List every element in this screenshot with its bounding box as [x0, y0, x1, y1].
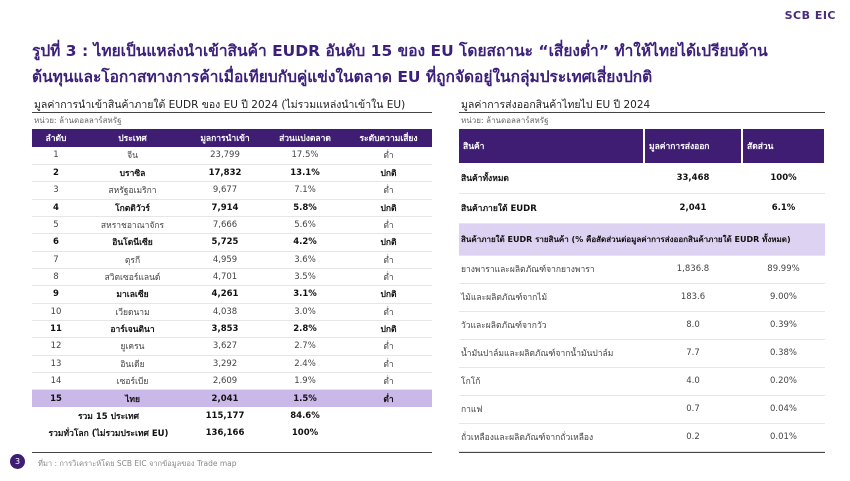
product-value: 7.7 [644, 339, 742, 367]
cell-risk: ต่ำ [345, 268, 432, 285]
import-table-panel [32, 96, 432, 441]
cell-risk: ต่ำ [345, 303, 432, 320]
cell-value: 4,038 [185, 303, 265, 320]
cell-share: 3.5% [265, 268, 345, 285]
product-share: 89.99% [742, 255, 825, 283]
header-rank: ลำดับ [32, 129, 80, 147]
cell-rank: 13 [32, 355, 80, 372]
product-row [459, 283, 825, 311]
product-row [459, 339, 825, 367]
source-note: ที่มา : การวิเคราะห์โดย SCB EIC จากข้อมูลของ Trade map [38, 459, 237, 468]
cell-rank: 15 [32, 390, 80, 407]
cell-risk: ปกติ [345, 286, 432, 303]
cell-share: 2.8% [265, 320, 345, 337]
eudr-breakdown-band [459, 223, 825, 255]
cell-country: ตุรกี [80, 251, 185, 268]
cell-value: 4,701 [185, 268, 265, 285]
cell-value: 7,666 [185, 216, 265, 233]
export-table-unit: หน่วย: ล้านดอลลาร์สหรัฐ [461, 116, 549, 125]
cell-share: 1.5% [265, 390, 345, 407]
cell-country: ยูเครน [80, 338, 185, 355]
cell-rank: 4 [32, 199, 80, 216]
cell-value: 3,853 [185, 320, 265, 337]
cell-value: 4,261 [185, 286, 265, 303]
cell-country: โกตดิวัวร์ [80, 199, 185, 216]
eudr-breakdown-label: สินค้าภายใต้ EUDR รายสินค้า (% คือสัดส่วนต่อมูลค่าการส่งออกสินค้าภายใต้ EUDR ทั้งหมด) [459, 223, 825, 255]
cell-country: มาเลเซีย [80, 286, 185, 303]
table-row [32, 372, 432, 389]
table-row [32, 147, 432, 164]
table-row-thailand [32, 390, 432, 407]
table-row [32, 182, 432, 199]
cell-share: 4.2% [265, 234, 345, 251]
total-15-label: รวม 15 ประเทศ [77, 411, 140, 422]
cell-value: 17,832 [185, 164, 265, 181]
header-import-value: มูลการนำเข้า [185, 129, 265, 147]
world-total-label: รวมทั่วโลก (ไม่รวมประเทศ EU) [48, 428, 169, 439]
cell-rank: 6 [32, 234, 80, 251]
product-value: 0.2 [644, 423, 742, 451]
cell-rank: 2 [32, 164, 80, 181]
import-table-header-row [32, 129, 432, 147]
cell-share: 1.9% [265, 372, 345, 389]
import-table-subtitle: มูลค่าการนำเข้าสินค้าภายใต้ EUDR ของ EU ปี 2024 (ไม่รวมแหล่งนำเข้าใน EU) [32, 96, 432, 113]
cell-value: 4,959 [185, 251, 265, 268]
import-table-unit: หน่วย: ล้านดอลลาร์สหรัฐ [34, 116, 122, 125]
cell-country: จีน [80, 147, 185, 164]
table-row [32, 234, 432, 251]
cell-risk: ต่ำ [345, 390, 432, 407]
cell-rank: 12 [32, 338, 80, 355]
export-table-panel [459, 96, 825, 452]
product-name: น้ำมันปาล์มและผลิตภัณฑ์จากน้ำมันปาล์ม [459, 339, 644, 367]
product-row [459, 423, 825, 451]
total-15-row [32, 407, 432, 424]
product-name: โกโก้ [459, 367, 644, 395]
table-row [32, 320, 432, 337]
product-share: 0.38% [742, 339, 825, 367]
header-export-value: มูลค่าการส่งออก [644, 129, 742, 163]
cell-rank: 14 [32, 372, 80, 389]
product-name: ไม้และผลิตภัณฑ์จากไม้ [459, 283, 644, 311]
cell-rank: 5 [32, 216, 80, 233]
table-row [32, 216, 432, 233]
product-share: 0.39% [742, 311, 825, 339]
cell-share: 5.6% [265, 216, 345, 233]
cell-value: 23,799 [185, 147, 265, 164]
cell-rank: 10 [32, 303, 80, 320]
cell-risk: ต่ำ [345, 338, 432, 355]
world-total-share: 100% [291, 427, 319, 438]
product-value: 183.6 [644, 283, 742, 311]
cell-country: สวิตเซอร์แลนด์ [80, 268, 185, 285]
import-table [32, 129, 432, 441]
cell-risk: ต่ำ [345, 251, 432, 268]
all-products-label: สินค้าทั้งหมด [459, 163, 644, 193]
table-row [32, 355, 432, 372]
cell-value: 2,041 [185, 390, 265, 407]
header-country: ประเทศ [80, 129, 185, 147]
product-share: 0.20% [742, 367, 825, 395]
product-value: 4.0 [644, 367, 742, 395]
eudr-products-row [459, 193, 825, 223]
product-share: 9.00% [742, 283, 825, 311]
left-table-bottom-rule [32, 452, 432, 453]
cell-rank: 3 [32, 182, 80, 199]
table-row [32, 268, 432, 285]
brand-logo: SCB EIC [784, 9, 836, 22]
export-table-subtitle: มูลค่าการส่งออกสินค้าไทยไป EU ปี 2024 [459, 96, 825, 113]
cell-rank: 1 [32, 147, 80, 164]
product-row [459, 255, 825, 283]
product-share: 0.04% [742, 395, 825, 423]
header-proportion: สัดส่วน [742, 129, 825, 163]
all-products-share: 100% [742, 163, 825, 193]
table-row [32, 251, 432, 268]
table-row [32, 338, 432, 355]
page-title [32, 38, 822, 90]
product-share: 0.01% [742, 423, 825, 451]
header-market-share: ส่วนแบ่งตลาด [265, 129, 345, 147]
cell-risk: ปกติ [345, 199, 432, 216]
cell-value: 3,292 [185, 355, 265, 372]
cell-country: สหรัฐอเมริกา [80, 182, 185, 199]
product-name: ยางพาราและผลิตภัณฑ์จากยางพารา [459, 255, 644, 283]
world-total-row [32, 424, 432, 441]
cell-risk: ต่ำ [345, 182, 432, 199]
cell-share: 17.5% [265, 147, 345, 164]
cell-share: 2.7% [265, 338, 345, 355]
product-value: 1,836.8 [644, 255, 742, 283]
cell-country: เซอร์เบีย [80, 372, 185, 389]
product-value: 0.7 [644, 395, 742, 423]
all-products-value: 33,468 [644, 163, 742, 193]
cell-value: 5,725 [185, 234, 265, 251]
cell-share: 3.0% [265, 303, 345, 320]
cell-country: บราซิล [80, 164, 185, 181]
cell-rank: 7 [32, 251, 80, 268]
cell-rank: 11 [32, 320, 80, 337]
page-number: 3 [10, 454, 25, 469]
total-15-share: 84.6% [290, 410, 320, 421]
cell-risk: ปกติ [345, 320, 432, 337]
world-total-value: 136,166 [205, 427, 245, 438]
cell-share: 2.4% [265, 355, 345, 372]
table-row [32, 303, 432, 320]
cell-risk: ต่ำ [345, 216, 432, 233]
cell-risk: ต่ำ [345, 372, 432, 389]
header-risk-level: ระดับความเสี่ยง [345, 129, 432, 147]
cell-rank: 9 [32, 286, 80, 303]
eudr-products-label: สินค้าภายใต้ EUDR [459, 193, 644, 223]
product-name: กาแฟ [459, 395, 644, 423]
cell-country: ไทย [80, 390, 185, 407]
export-table-header-row [459, 129, 825, 163]
product-name: ถั่วเหลืองและผลิตภัณฑ์จากถั่วเหลือง [459, 423, 644, 451]
cell-share: 3.1% [265, 286, 345, 303]
cell-risk: ต่ำ [345, 355, 432, 372]
right-table-bottom-rule [459, 452, 825, 453]
product-row [459, 395, 825, 423]
cell-country: อาร์เจนตินา [80, 320, 185, 337]
product-row [459, 367, 825, 395]
cell-country: อินเดีย [80, 355, 185, 372]
cell-share: 7.1% [265, 182, 345, 199]
header-product: สินค้า [459, 129, 644, 163]
total-15-value: 115,177 [205, 410, 245, 421]
cell-country: สหราชอาณาจักร [80, 216, 185, 233]
cell-share: 13.1% [265, 164, 345, 181]
cell-risk: ปกติ [345, 234, 432, 251]
cell-country: อินโดนีเซีย [80, 234, 185, 251]
title-line-1: รูปที่ 3 : ไทยเป็นแหล่งนำเข้าสินค้า EUDR อันดับ 15 ของ EU โดยสถานะ “เสี่ยงต่ำ” ทำให้ไทยได้เปรียบด้าน [32, 42, 768, 60]
cell-value: 7,914 [185, 199, 265, 216]
eudr-products-value: 2,041 [644, 193, 742, 223]
product-value: 8.0 [644, 311, 742, 339]
cell-risk: ต่ำ [345, 147, 432, 164]
cell-value: 2,609 [185, 372, 265, 389]
cell-risk: ปกติ [345, 164, 432, 181]
cell-share: 3.6% [265, 251, 345, 268]
table-row [32, 286, 432, 303]
table-row [32, 199, 432, 216]
table-row [32, 164, 432, 181]
cell-value: 3,627 [185, 338, 265, 355]
export-table [459, 129, 826, 452]
cell-country: เวียดนาม [80, 303, 185, 320]
title-line-2: ต้นทุนและโอกาสทางการค้าเมื่อเทียบกับคู่แข่งในตลาด EU ที่ถูกจัดอยู่ในกลุ่มประเทศเสี่ยงปกติ [32, 68, 653, 86]
cell-rank: 8 [32, 268, 80, 285]
all-products-row [459, 163, 825, 193]
cell-share: 5.8% [265, 199, 345, 216]
product-row [459, 311, 825, 339]
product-name: วัวและผลิตภัณฑ์จากวัว [459, 311, 644, 339]
cell-value: 9,677 [185, 182, 265, 199]
eudr-products-share: 6.1% [742, 193, 825, 223]
